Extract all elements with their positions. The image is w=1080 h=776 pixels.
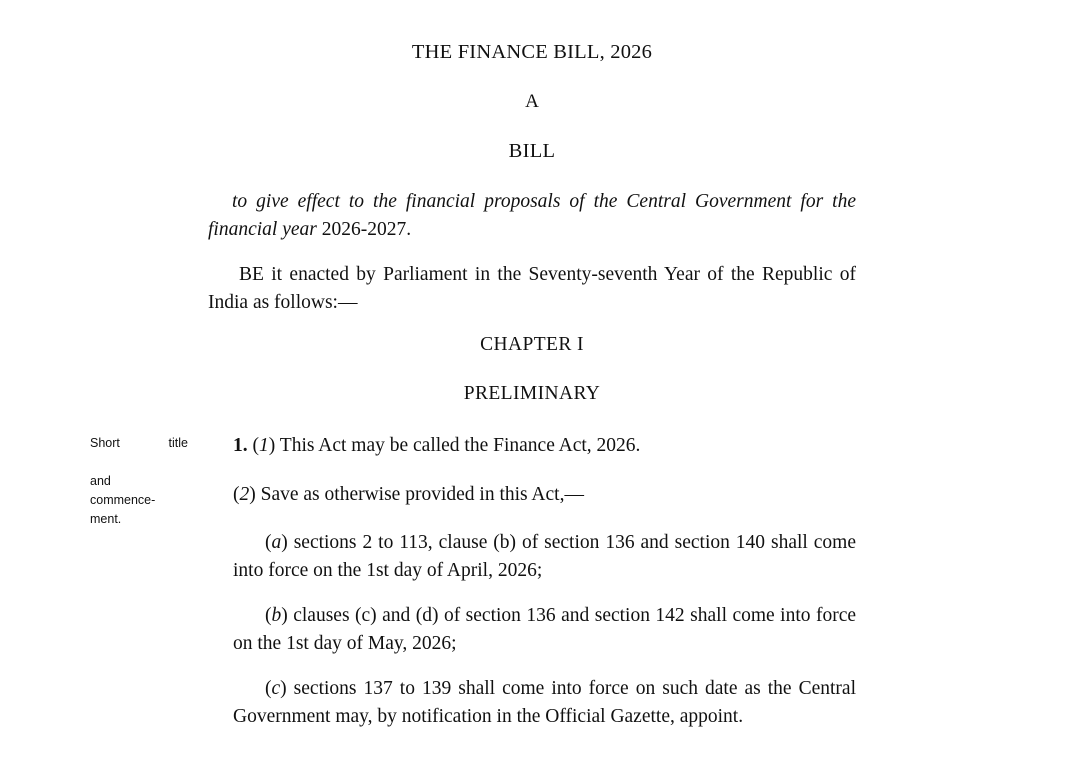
paren-open: ( — [265, 605, 272, 626]
marginal-note-word-short: Short — [90, 436, 120, 450]
instrument-type-heading: BILL — [508, 140, 556, 162]
paren-close: ) — [281, 605, 288, 626]
marginal-note-short-title-and-commencement — [90, 434, 188, 529]
chapter-title-heading: PRELIMINARY — [463, 383, 601, 404]
section-1-subsection-2 — [233, 481, 856, 509]
marginal-note-line-3: commence- — [90, 493, 156, 507]
subsection-1-numeral: 1 — [259, 435, 269, 456]
enacting-formula: BE it enacted by Parliament in the Seventy-seventh Year of the Republic of India as follows:— — [208, 264, 856, 313]
preamble-financial-year: 2026-2027. — [321, 219, 412, 240]
clause-a-label — [265, 532, 288, 553]
paren-close: ) — [281, 532, 288, 553]
clause-c-text: sections 137 to 139 shall come into force on such date as the Central Government may, by notification in the Official Gazette, appoint. — [233, 678, 856, 727]
subsection-2-numeral: 2 — [239, 484, 250, 505]
section-1-clause-b — [233, 602, 856, 658]
clause-b-letter: b — [271, 605, 282, 626]
clause-a-text: sections 2 to 113, clause (b) of section 136 and section 140 shall come into force on the 1st day of April, 2026; — [233, 532, 857, 581]
section-1-clause-a — [233, 529, 856, 585]
chapter-number-heading: CHAPTER I — [480, 334, 584, 355]
clause-c-letter: c — [271, 678, 281, 699]
subsection-1-label — [253, 435, 276, 456]
clause-b-text: clauses (c) and (d) of section 136 and section 142 shall come into force on the 1st day of May, 2026; — [233, 605, 857, 654]
paren-close: ) — [268, 435, 276, 456]
subsection-2-label — [233, 484, 256, 505]
section-number: 1. — [233, 435, 248, 456]
article-letter: A — [525, 91, 539, 112]
paren-open: ( — [265, 678, 272, 699]
clause-b-label — [265, 605, 288, 626]
paren-open: ( — [233, 484, 240, 505]
paren-open: ( — [265, 532, 272, 553]
paren-close: ) — [280, 678, 287, 699]
document-title: THE FINANCE BILL, 2026 — [411, 41, 653, 63]
clause-a-letter: a — [271, 532, 282, 553]
marginal-note-line-1 — [90, 434, 188, 472]
subsection-1-text: This Act may be called the Finance Act, 2026. — [279, 435, 641, 456]
subsection-2-text: Save as otherwise provided in this Act,— — [260, 484, 584, 505]
preamble-paragraph — [208, 188, 856, 244]
section-1-subsection-1 — [233, 432, 856, 460]
marginal-note-line-4: ment. — [90, 512, 122, 526]
marginal-note-word-title: title — [168, 436, 188, 450]
section-1-clause-c — [233, 675, 856, 731]
clause-c-label — [265, 678, 287, 699]
paren-open: ( — [252, 435, 259, 456]
marginal-note-line-2: and — [90, 474, 111, 488]
preamble-italic-text: to give effect to the financial proposals of the Central Government for the financial year — [208, 191, 856, 240]
paren-close: ) — [249, 484, 256, 505]
